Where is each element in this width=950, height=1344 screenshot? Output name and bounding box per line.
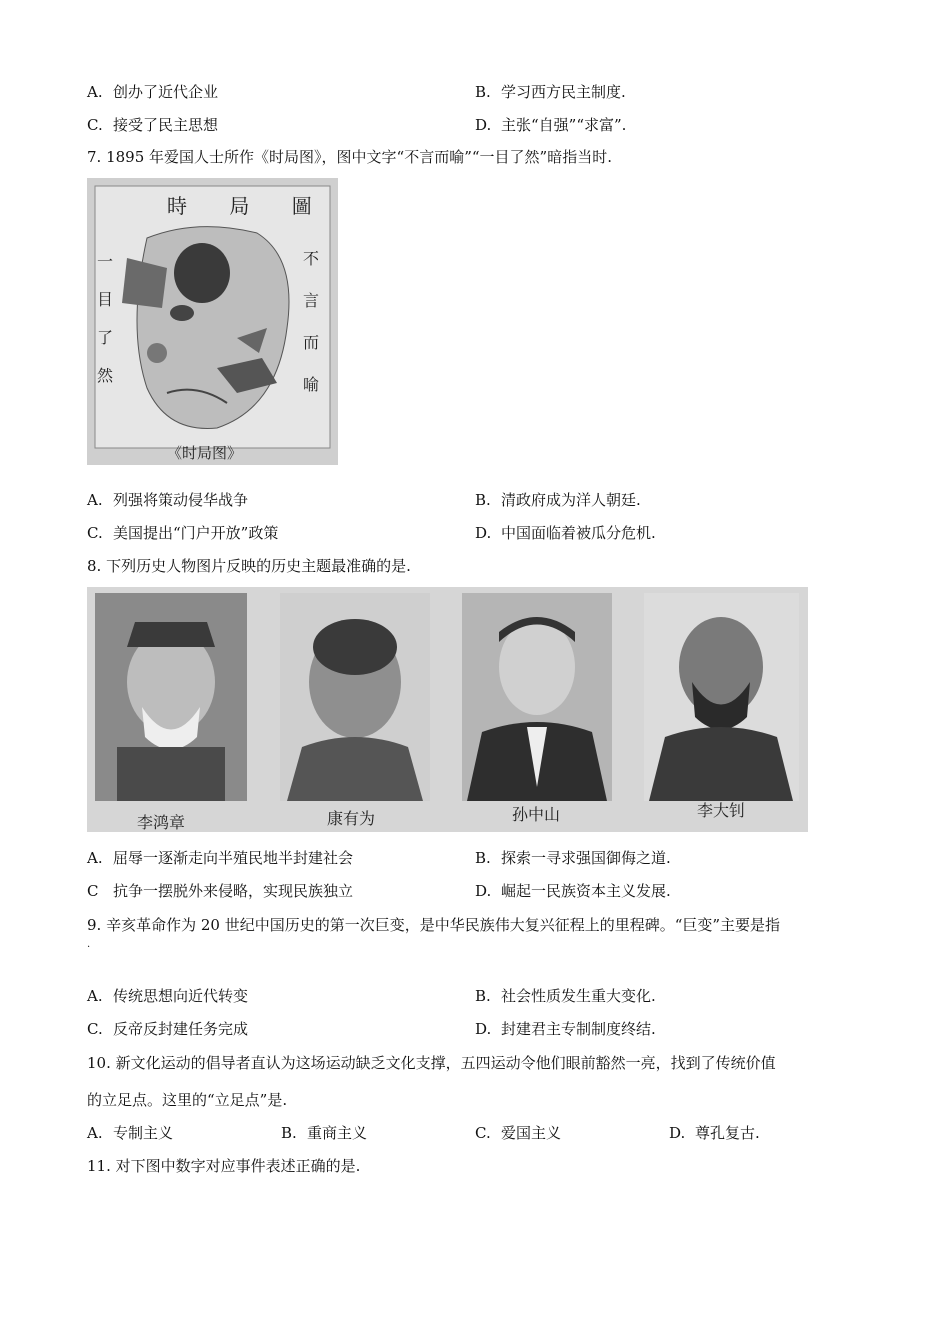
option-text: 崛起一民族资本主义发展. xyxy=(501,882,671,900)
option-key: B. xyxy=(475,987,491,1005)
option-key: D. xyxy=(475,116,492,134)
portraits-image xyxy=(87,587,808,832)
option-key: C xyxy=(87,882,99,900)
q6-option-c xyxy=(87,115,218,135)
option-text: 主张“自强”“求富”. xyxy=(501,116,627,134)
map-right-text: 不 言 而 喻 xyxy=(303,249,320,394)
q7-stem: 7. 1895 年爱国人士所作《时局图》，图中文字“不言而喻”“一目了然”暗指当时. xyxy=(87,148,612,166)
option-text: 清政府成为洋人朝廷. xyxy=(501,491,641,509)
portrait-label-1: 李鸿章 xyxy=(137,813,186,832)
option-key: C. xyxy=(87,524,103,542)
q9-option-c xyxy=(87,1019,248,1039)
portraits-drawing xyxy=(87,587,808,832)
option-key: C. xyxy=(87,1020,103,1038)
shiju-map-image xyxy=(87,178,338,465)
portrait-label-2: 康有为 xyxy=(327,809,376,828)
portrait-label-3: 孙中山 xyxy=(512,805,561,824)
option-text: 爱国主义 xyxy=(501,1124,562,1142)
option-text: 专制主义 xyxy=(113,1124,174,1142)
q9-option-d xyxy=(475,1019,656,1039)
q9-stem: 9. 辛亥革命作为 20 世纪中国历史的第一次巨变，是中华民族伟大复兴征程上的里程碑。“巨变”主要是指 xyxy=(87,916,781,934)
option-text: 美国提出“门户开放”政策 xyxy=(113,524,279,542)
option-key: D. xyxy=(475,1020,492,1038)
q6-option-d xyxy=(475,115,626,135)
q7-option-a xyxy=(87,490,248,510)
option-key: B. xyxy=(475,491,491,509)
option-key: A. xyxy=(87,491,103,509)
q8-option-b xyxy=(475,848,671,868)
option-key: B. xyxy=(281,1124,297,1142)
option-text: 中国面临着被瓜分危机. xyxy=(501,524,656,542)
q10-option-c xyxy=(475,1123,561,1143)
option-text: 封建君主专制制度终结. xyxy=(501,1020,656,1038)
q7-option-b xyxy=(475,490,641,510)
map-title: 時 局 圖 xyxy=(167,194,330,218)
option-key: C. xyxy=(87,116,103,134)
portrait-label-4: 李大钊 xyxy=(697,801,746,820)
option-text: 接受了民主思想 xyxy=(113,116,219,134)
q9-stem-tail: . xyxy=(87,939,91,950)
option-key: A. xyxy=(87,987,103,1005)
q6-option-a xyxy=(87,82,218,102)
q8-option-a xyxy=(87,848,353,868)
option-key: A. xyxy=(87,83,103,101)
q8-option-d xyxy=(475,881,671,901)
q7-option-d xyxy=(475,523,656,543)
option-text: 屈辱一逐渐走向半殖民地半封建社会 xyxy=(113,849,354,867)
map-caption: 《时局图》 xyxy=(167,444,243,462)
option-key: C. xyxy=(475,1124,491,1142)
option-key: D. xyxy=(475,524,492,542)
option-text: 学习西方民主制度. xyxy=(501,83,626,101)
option-text: 社会性质发生重大变化. xyxy=(501,987,656,1005)
q7-option-c xyxy=(87,523,278,543)
option-key: A. xyxy=(87,849,103,867)
q8-option-c xyxy=(87,881,353,901)
q10-stem-line1: 10. 新文化运动的倡导者直认为这场运动缺乏文化支撑，五四运动令他们眼前豁然一亮，找到了传统价值 xyxy=(87,1054,776,1072)
option-key: D. xyxy=(475,882,492,900)
map-left-text: 一 目 了 然 xyxy=(97,252,114,385)
q9-option-a xyxy=(87,986,248,1006)
shiju-map-drawing xyxy=(87,178,338,465)
option-key: B. xyxy=(475,849,491,867)
option-key: D. xyxy=(669,1124,686,1142)
q10-option-b xyxy=(281,1123,367,1143)
option-text: 传统思想向近代转变 xyxy=(113,987,249,1005)
option-text: 列强将策动侵华战争 xyxy=(113,491,249,509)
q6-option-b xyxy=(475,82,626,102)
option-text: 创办了近代企业 xyxy=(113,83,219,101)
q11-stem: 11. 对下图中数字对应事件表述正确的是. xyxy=(87,1157,361,1175)
q10-stem-line2: 的立足点。这里的“立足点”是. xyxy=(87,1091,288,1109)
option-key: B. xyxy=(475,83,491,101)
option-text: 抗争一摆脱外来侵略，实现民族独立 xyxy=(113,882,354,900)
option-text: 重商主义 xyxy=(307,1124,368,1142)
q10-option-d xyxy=(669,1123,760,1143)
option-text: 尊孔复古. xyxy=(695,1124,760,1142)
option-text: 探索一寻求强国御侮之道. xyxy=(501,849,671,867)
q10-option-a xyxy=(87,1123,173,1143)
q8-stem: 8. 下列历史人物图片反映的历史主题最准确的是. xyxy=(87,557,411,575)
q9-option-b xyxy=(475,986,656,1006)
option-key: A. xyxy=(87,1124,103,1142)
option-text: 反帝反封建任务完成 xyxy=(113,1020,249,1038)
